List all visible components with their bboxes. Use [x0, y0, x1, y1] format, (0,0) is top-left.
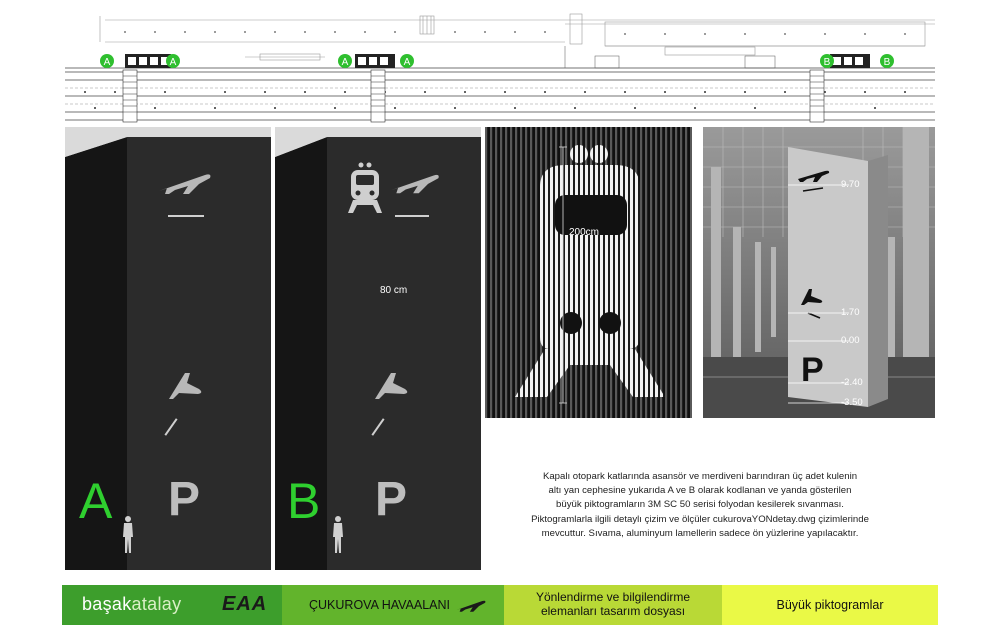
airplane-takeoff-icon [155, 167, 215, 197]
plan-marker-label: B [883, 57, 891, 68]
plan-marker-label: B [823, 57, 831, 68]
airplane-takeoff-icon [454, 596, 488, 614]
svg-text:P: P [801, 351, 824, 389]
plan-marker-label: A [341, 57, 349, 68]
description-line: altı yan cephesine yukarıda A ve B olarak kodlanan ve yanda gösterilen [548, 485, 852, 497]
level-label: 9.70 [841, 179, 860, 190]
dimension-label: 200cm [569, 227, 600, 238]
plan-marker-label: A [103, 57, 111, 68]
level-label: -2.40 [841, 377, 863, 388]
description-text [495, 470, 905, 541]
airplane-landing-icon [165, 369, 205, 403]
brand-logo: başakatalay [82, 594, 182, 614]
parking-icon: P [375, 473, 408, 526]
train-icon [347, 161, 383, 217]
divider [395, 215, 429, 217]
tower-letter: B [287, 473, 321, 529]
airport-name: ÇUKUROVA HAVAALANI [309, 598, 451, 612]
description-line: büyük piktogramların 3M SC 50 serisi folyodan kesilerek sıvanması. [556, 499, 844, 511]
description-line: Piktogramlarla ilgili detaylı çizim ve ölçüler cukurovaYONdetay.dwg çizimlerinde [531, 513, 869, 525]
human-figure [331, 515, 345, 555]
human-figure [121, 515, 135, 555]
interior-image [703, 127, 935, 418]
airplane-takeoff-icon [387, 167, 443, 197]
level-label: -3.50 [841, 397, 863, 408]
footer-brand-segment [62, 585, 282, 625]
divider [168, 215, 204, 217]
document-title-line: elemanları tasarım dosyası [540, 604, 686, 618]
tower-letter: A [79, 473, 113, 529]
tower-b-render [275, 127, 481, 570]
footer-document-segment [504, 585, 722, 625]
parking-interior-render [703, 127, 935, 418]
eaa-logo: EAA [222, 593, 268, 615]
train-pictogram-detail [485, 127, 692, 418]
tower-a-render [65, 127, 271, 570]
airplane-landing-icon [371, 369, 411, 403]
parking-icon: P [168, 473, 201, 526]
dimension-label: 80 cm [380, 285, 408, 296]
description-line: mevcuttur. Sıvama, aluminyum lamellerin sadece ön yüzlerine yapılacaktır. [541, 527, 859, 539]
level-label: 1.70 [841, 307, 860, 318]
plan-marker-label: A [403, 57, 411, 68]
pictogram-detail [485, 127, 692, 418]
floor-plan [65, 12, 935, 127]
footer-bar [62, 585, 938, 625]
footer-topic-segment [722, 585, 938, 625]
document-title-line: Yönlendirme ve bilgilendirme [535, 590, 691, 604]
level-label: 0.00 [841, 335, 860, 346]
document-title [504, 590, 722, 618]
footer-airport-segment [282, 585, 504, 625]
description-line: Kapalı otopark katlarında asansör ve merdiveni barındıran üç adet kulenin [542, 471, 858, 482]
topic-title: Büyük piktogramlar [776, 598, 884, 612]
plan-marker-label: A [169, 57, 177, 68]
